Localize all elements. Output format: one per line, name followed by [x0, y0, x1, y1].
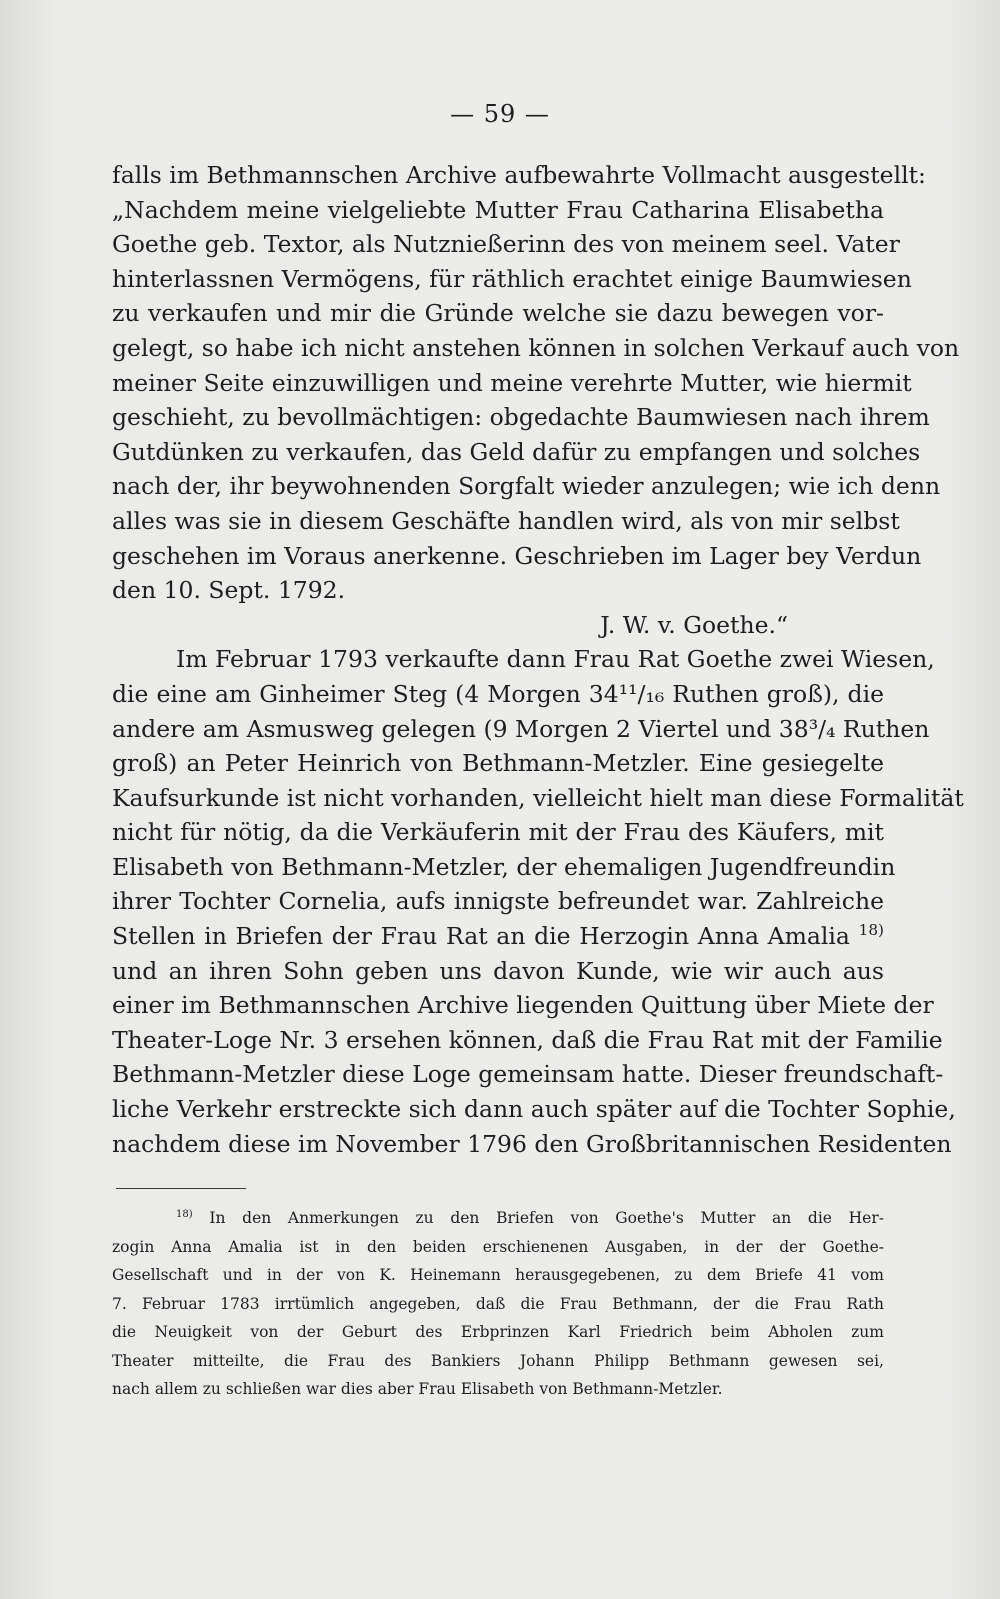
paragraph-sale: [112, 642, 964, 1161]
text-line: hinterlassnen Vermögens, für räthlich erachtet einige Baumwiesen: [112, 264, 912, 293]
text-line: andere am Asmusweg gelegen (9 Morgen 2 Viertel und 38³/₄ Ruthen: [112, 714, 930, 743]
footnote-line: Gesellschaft und in der von K. Heinemann herausgegebenen, zu dem Briefe 41 vom: [112, 1266, 884, 1284]
text-line: falls im Bethmannschen Archive aufbewahrte Vollmacht ausgestellt:: [112, 161, 926, 189]
text-line: Stellen in Briefen der Frau Rat an die Herzogin Anna Amalia: [112, 922, 850, 951]
text-line: ihrer Tochter Cornelia, aufs innigste befreundet war. Zahlreiche: [112, 887, 884, 916]
text-line: die eine am Ginheimer Steg (4 Morgen 34¹¹/₁₆ Ruthen groß), die: [112, 679, 884, 708]
text-line: nach der, ihr beywohnenden Sorgfalt wieder anzulegen; wie ich denn: [112, 472, 941, 501]
footnote-line: nach allem zu schließen war dies aber Frau Elisabeth von Bethmann-Metzler.: [112, 1380, 723, 1398]
paragraph-letter: [112, 158, 960, 642]
text-line: geschieht, zu bevollmächtigen: obgedachte Baumwiesen nach ihrem: [112, 403, 930, 432]
text-line: liche Verkehr erstreckte sich dann auch später auf die Tochter Sophie,: [112, 1095, 956, 1124]
text-line: geschehen im Voraus anerkenne. Geschrieben im Lager bey Verdun: [112, 541, 922, 570]
footnote-line: Theater mitteilte, die Frau des Bankiers Johann Philipp Bethmann gewesen sei,: [112, 1351, 884, 1370]
text-line: und an ihren Sohn geben uns davon Kunde, wie wir auch aus: [112, 956, 884, 985]
footnote-line: 7. Februar 1783 irrtümlich angegeben, daß die Frau Bethmann, der die Frau Rath: [112, 1294, 884, 1313]
text-line: „Nachdem meine vielgeliebte Mutter Frau Catharina Elisabetha: [112, 195, 884, 224]
text-line: Im Februar 1793 verkaufte dann Frau Rat Goethe zwei Wiesen,: [176, 645, 935, 674]
footnote: [112, 1204, 884, 1404]
text-line: Bethmann-Metzler diese Loge gemeinsam hatte. Dieser freundschaft-: [112, 1060, 944, 1089]
text-line: zu verkaufen und mir die Gründe welche sie dazu bewegen vor-: [112, 299, 884, 328]
text-line: alles was sie in diesem Geschäfte handlen wird, als von mir selbst: [112, 506, 900, 535]
text-line: gelegt, so habe ich nicht anstehen können in solchen Verkauf auch von: [112, 333, 960, 362]
footnote-reference: 18): [858, 921, 884, 940]
text-line: den 10. Sept. 1792.: [112, 576, 346, 605]
footnote-divider: [116, 1188, 246, 1189]
footnote-line: [112, 1204, 884, 1233]
text-line: Elisabeth von Bethmann-Metzler, der ehemaligen Jugendfreundin: [112, 852, 896, 881]
footnote-text: In den Anmerkungen zu den Briefen von Goethe's Mutter an die Her-: [209, 1209, 884, 1227]
text-line: nicht für nötig, da die Verkäuferin mit der Frau des Käufers, mit: [112, 818, 884, 847]
footnote-line: die Neuigkeit von der Geburt des Erbprinzen Karl Friedrich beim Abholen zum: [112, 1323, 884, 1341]
footnote-marker: 18): [176, 1208, 193, 1220]
text-line: meiner Seite einzuwilligen und meine verehrte Mutter, wie hiermit: [112, 368, 912, 397]
text-line: einer im Bethmannschen Archive liegenden Quittung über Miete der: [112, 991, 934, 1020]
signature: J. W. v. Goethe.“: [600, 610, 788, 639]
text-line: Gutdünken zu verkaufen, das Geld dafür zu empfangen und solches: [112, 437, 921, 466]
text-line: Goethe geb. Textor, als Nutznießerinn des von meinem seel. Vater: [112, 230, 900, 259]
footnote-line: zogin Anna Amalia ist in den beiden erschienenen Ausgaben, in der der Goethe-: [112, 1237, 884, 1256]
text-line-with-footnote-ref: [112, 919, 884, 954]
page-number: — 59 —: [450, 100, 550, 128]
text-line: nachdem diese im November 1796 den Großbritannischen Residenten: [112, 1129, 952, 1158]
text-line: Kaufsurkunde ist nicht vorhanden, vielleicht hielt man diese Formalität: [112, 783, 964, 812]
text-line: groß) an Peter Heinrich von Bethmann-Metzler. Eine gesiegelte: [112, 749, 884, 778]
main-text: [112, 158, 964, 1161]
text-line: Theater-Loge Nr. 3 ersehen können, daß die Frau Rat mit der Familie: [112, 1025, 943, 1054]
